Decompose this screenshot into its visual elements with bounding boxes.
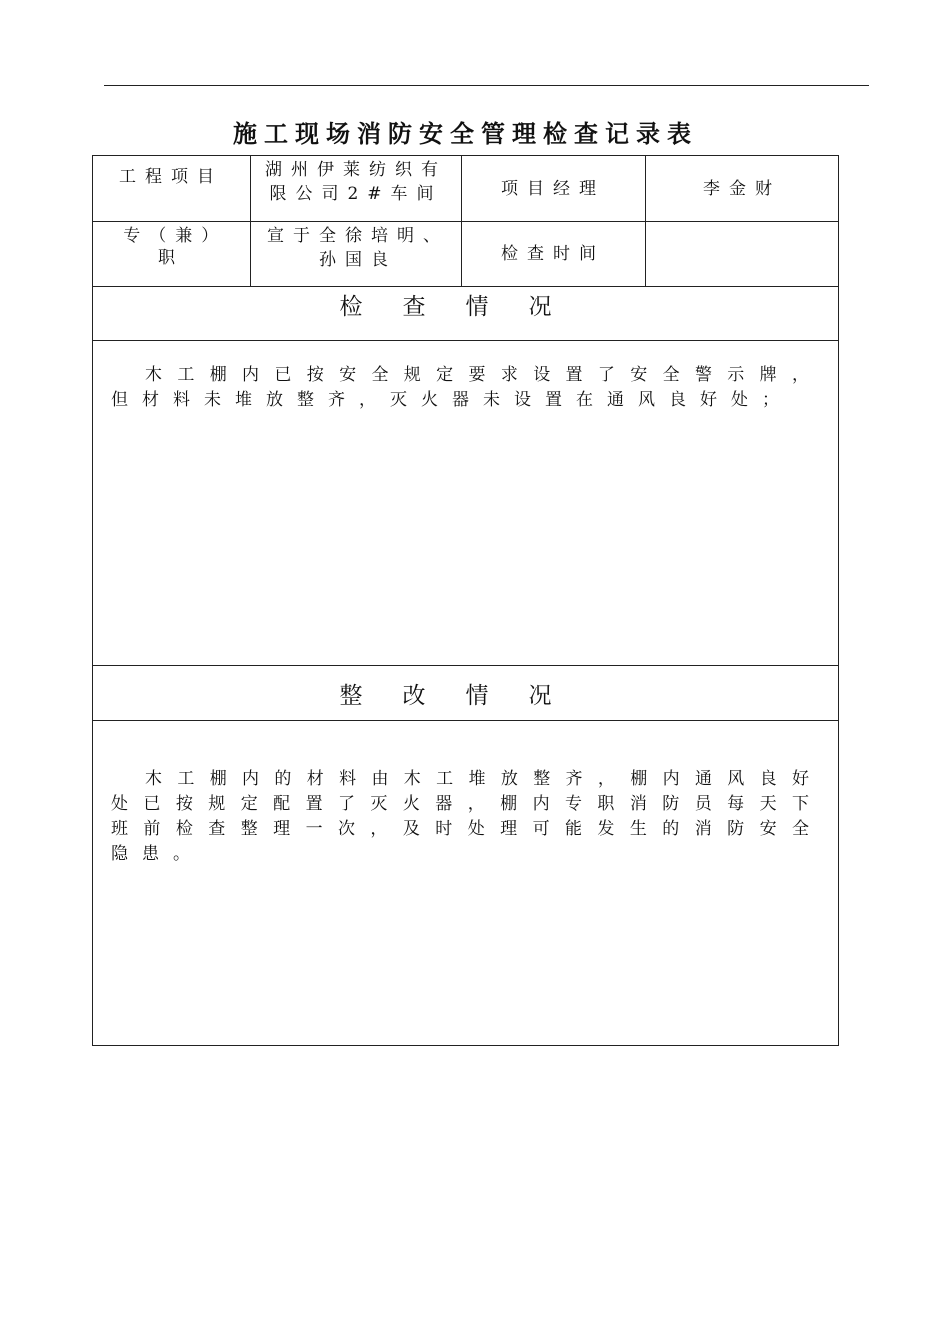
inspection-form bbox=[92, 155, 839, 1046]
project-value: 湖州伊莱纺织有限公司2#车间 bbox=[265, 160, 447, 204]
row-divider bbox=[93, 720, 838, 721]
inspection-heading: 检查情况 bbox=[339, 294, 592, 320]
row-divider bbox=[93, 340, 838, 341]
document-title: 施工现场消防安全管理检查记录表 bbox=[233, 120, 698, 148]
header-rule bbox=[104, 85, 869, 86]
time-value bbox=[653, 243, 831, 273]
project-label: 工程项目 bbox=[119, 167, 223, 187]
staff-value: 宣于全徐培明、孙国良 bbox=[267, 226, 449, 270]
row-divider bbox=[93, 665, 838, 666]
manager-value: 李金财 bbox=[703, 179, 781, 199]
row-divider bbox=[93, 286, 838, 287]
inspection-text: 木工棚内已按安全规定要求设置了安全警示牌，但材料未堆放整齐，灭火器未设置在通风良好处； bbox=[111, 365, 823, 410]
time-label: 检查时间 bbox=[501, 244, 605, 264]
rectification-text: 木工棚内的材料由木工堆放整齐，棚内通风良好处已按规定配置了灭火器，棚内专职消防员每天下班前检查整理一次，及时处理可能发生的消防安全隐患。 bbox=[111, 769, 823, 864]
staff-label: 专（兼）职 bbox=[123, 226, 219, 268]
row-divider bbox=[93, 221, 838, 222]
manager-label: 项目经理 bbox=[501, 179, 605, 199]
rectification-heading: 整改情况 bbox=[339, 683, 592, 709]
